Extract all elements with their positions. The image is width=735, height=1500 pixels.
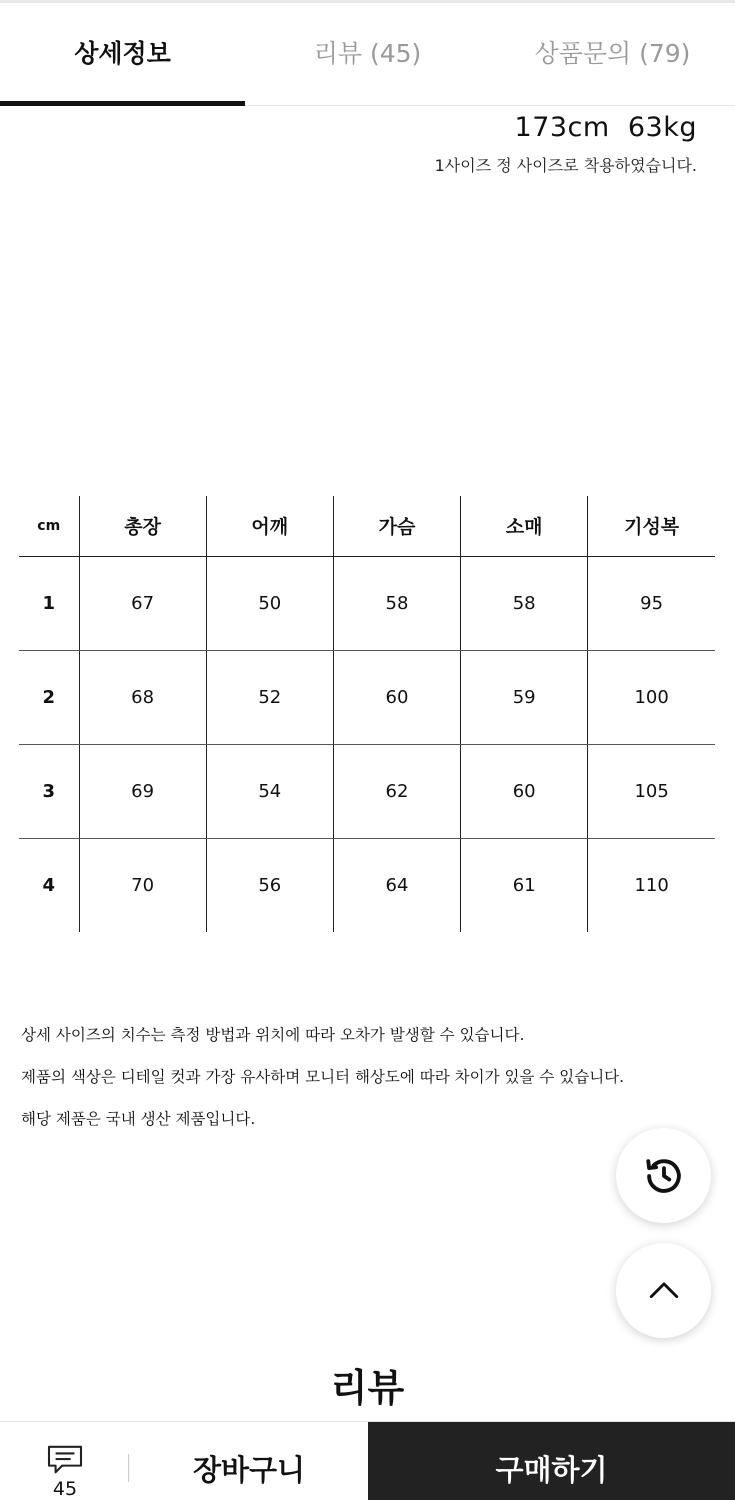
history-icon <box>643 1155 685 1197</box>
table-cell: 95 <box>588 556 715 650</box>
table-cell: 62 <box>333 744 460 838</box>
table-cell: 100 <box>588 650 715 744</box>
tab-reviews[interactable]: 리뷰 (45) <box>313 39 422 68</box>
scroll-top-button[interactable] <box>616 1243 711 1338</box>
table-cell: 60 <box>333 650 460 744</box>
tab-inquiries[interactable]: 상품문의 (79) <box>534 39 691 68</box>
detail-tabs <box>0 0 735 106</box>
table-cell: 64 <box>333 838 460 932</box>
recent-history-button[interactable] <box>616 1128 711 1223</box>
size-table-header-row <box>19 496 715 556</box>
table-cell: 110 <box>588 838 715 932</box>
review-count-button[interactable] <box>0 1422 130 1500</box>
bottom-action-bar <box>0 1421 735 1500</box>
header-shoulder: 어깨 <box>206 496 333 556</box>
size-table <box>19 496 715 932</box>
table-cell: 60 <box>461 744 588 838</box>
message-icon <box>45 1444 85 1476</box>
add-to-cart-button[interactable]: 장바구니 <box>192 1452 306 1487</box>
buy-now-button[interactable]: 구매하기 <box>368 1422 735 1500</box>
table-cell: 69 <box>79 744 206 838</box>
table-cell: 61 <box>461 838 588 932</box>
table-cell: 68 <box>79 650 206 744</box>
header-chest: 가슴 <box>333 496 460 556</box>
table-cell: 52 <box>206 650 333 744</box>
size-label: 4 <box>42 874 56 896</box>
header-standard-size: 기성복 <box>588 496 715 556</box>
table-cell: 54 <box>206 744 333 838</box>
model-size: 173cm 63kg <box>514 112 697 143</box>
table-cell: 58 <box>333 556 460 650</box>
model-info <box>435 112 697 176</box>
table-cell: 70 <box>79 838 206 932</box>
table-row <box>19 744 715 838</box>
size-label: 1 <box>19 556 79 650</box>
note-measurement: 상세 사이즈의 치수는 측정 방법과 위치에 따라 오차가 발생할 수 있습니다. <box>21 1026 525 1044</box>
table-cell: 67 <box>79 556 206 650</box>
table-cell: 59 <box>461 650 588 744</box>
bottom-bar-divider <box>128 1454 129 1482</box>
chevron-up-icon <box>647 1274 681 1308</box>
model-note: 1사이즈 정 사이즈로 착용하였습니다. <box>434 156 697 175</box>
size-label: 2 <box>19 650 79 744</box>
review-count: 45 <box>52 1478 78 1500</box>
table-row <box>19 838 715 932</box>
header-unit: cm <box>19 496 79 556</box>
review-section-title: 리뷰 <box>330 1366 405 1410</box>
note-color: 제품의 색상은 디테일 컷과 가장 유사하며 모니터 해상도에 따라 차이가 있을 수 있습니다. <box>21 1068 625 1086</box>
header-sleeve: 소매 <box>461 496 588 556</box>
table-row <box>19 650 715 744</box>
size-notes <box>21 1014 624 1140</box>
table-cell: 56 <box>206 838 333 932</box>
table-cell: 50 <box>206 556 333 650</box>
note-origin: 해당 제품은 국내 생산 제품입니다. <box>21 1110 256 1128</box>
header-length: 총장 <box>79 496 206 556</box>
table-row <box>19 556 715 650</box>
table-cell: 105 <box>588 744 715 838</box>
size-label: 3 <box>19 744 79 838</box>
tab-details[interactable]: 상세정보 <box>0 3 245 105</box>
table-cell: 58 <box>461 556 588 650</box>
